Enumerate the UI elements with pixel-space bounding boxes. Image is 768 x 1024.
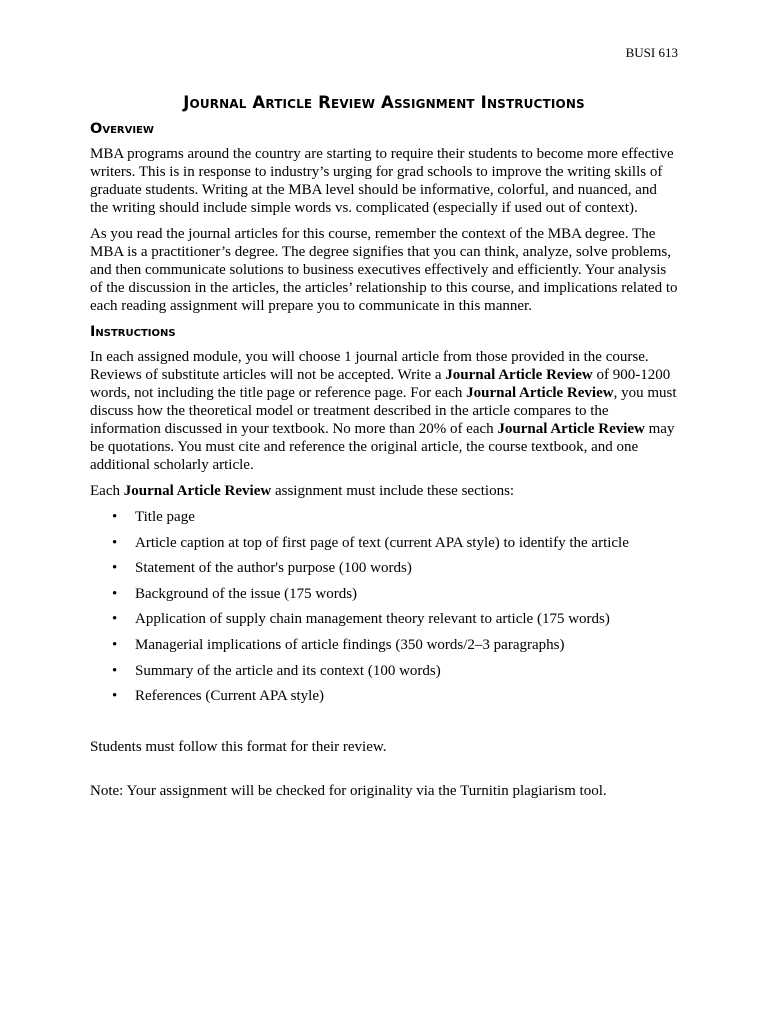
- overview-paragraph-2: As you read the journal articles for this course, remember the context of the MBA degree. The MBA is a practitioner’s degree. The degree signifies that you can think, analyze, solve problems, and then communicate solutions to business executives effectively and efficiently. Your analysis of the discussion in the articles, the articles’ relationship to this course, and implications related to each reading assignment will prepare you to communicate in this manner.: [90, 226, 678, 314]
- list-item: [90, 687, 678, 705]
- instructions-text: , you must discuss how the theoretical model or treatment described in the article compares to the information discussed in your textbook. No more than 20% of each: [90, 385, 677, 437]
- bullet-icon: •: [112, 560, 118, 577]
- journal-article-review-term: Journal Article Review: [123, 483, 272, 499]
- instructions-text: assignment must include these sections:: [271, 483, 515, 499]
- list-item: [90, 662, 678, 680]
- list-item-text: Title page: [135, 509, 195, 525]
- overview-heading: Overview: [90, 121, 154, 137]
- list-item: [90, 585, 678, 603]
- bullet-icon: •: [112, 662, 118, 679]
- format-note: Students must follow this format for their review.: [90, 739, 387, 756]
- bullet-icon: •: [112, 509, 118, 525]
- instructions-text: of 900-1200 words, not including the title page or reference page. For each: [90, 367, 671, 401]
- list-item: [90, 508, 678, 526]
- instructions-text: Each: [90, 483, 124, 499]
- bullet-icon: •: [112, 534, 118, 551]
- instructions-text: may be quotations. You must cite and reference the original article, the course textbook, and one additional scholarly article.: [90, 421, 675, 473]
- list-item: [90, 610, 678, 628]
- bullet-icon: •: [112, 688, 118, 705]
- document-body: [90, 92, 678, 800]
- originality-note: Note: Your assignment will be checked for originality via the Turnitin plagiarism tool.: [90, 783, 607, 800]
- journal-article-review-term: Journal Article Review: [445, 367, 593, 383]
- overview-paragraph-1: MBA programs around the country are starting to require their students to become more effective writers. This is in response to industry’s urging for grad schools to improve the writing skills of graduate students. Writing at the MBA level should be informative, colorful, and nuanced, and the writing should include simple words vs. complicated (especially if used out of context).: [90, 146, 674, 216]
- list-item: [90, 559, 678, 577]
- list-item-text: Background of the issue (175 words): [135, 585, 358, 602]
- instructions-text: In each assigned module, you will choose 1 journal article from those provided in the course. Reviews of substitute articles will not be accepted. Write a: [90, 349, 649, 383]
- list-item: [90, 636, 678, 654]
- instructions-paragraph-1: [90, 348, 678, 474]
- list-item-text: Article caption at top of first page of text (current APA style) to identify the article: [135, 534, 629, 551]
- bullet-icon: •: [112, 585, 118, 602]
- bullet-icon: •: [112, 611, 118, 628]
- list-item-text: Statement of the author's purpose (100 words): [135, 560, 412, 577]
- list-item-text: Summary of the article and its context (100 words): [135, 662, 441, 679]
- document-title: Journal Article Review Assignment Instructions: [183, 93, 585, 112]
- required-sections-list: [90, 508, 678, 705]
- list-item-text: Application of supply chain management theory relevant to article (175 words): [135, 611, 610, 628]
- list-item-text: References (Current APA style): [135, 688, 324, 705]
- bullet-icon: •: [112, 636, 118, 653]
- list-item-text: Managerial implications of article findings (350 words/2–3 paragraphs): [135, 636, 565, 653]
- list-item: [90, 534, 678, 552]
- journal-article-review-term: Journal Article Review: [497, 421, 645, 437]
- instructions-paragraph-2: [90, 482, 678, 500]
- instructions-heading: Instructions: [90, 324, 176, 340]
- course-code-header: BUSI 613: [625, 45, 678, 60]
- journal-article-review-term: Journal Article Review: [466, 385, 614, 401]
